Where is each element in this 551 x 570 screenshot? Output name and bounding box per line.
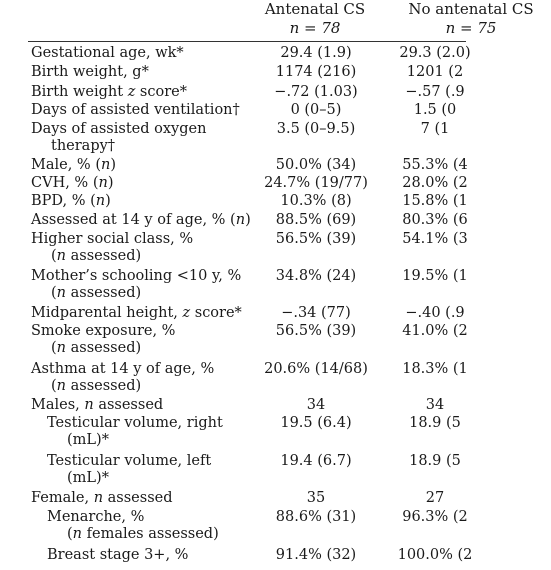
row-label: Breast stage 3+, % xyxy=(47,547,189,563)
cell-antenatal-cs: 20.6% (14/68) xyxy=(264,361,368,377)
row-label-continuation: (n assessed) xyxy=(51,285,142,301)
cell-no-antenatal-cs: 80.3% (6 xyxy=(402,212,468,228)
cell-antenatal-cs: 1174 (216) xyxy=(275,64,357,80)
cell-antenatal-cs: 56.5% (39) xyxy=(275,323,357,339)
cell-no-antenatal-cs: 41.0% (2 xyxy=(402,323,468,339)
row-label: Assessed at 14 y of age, % (n) xyxy=(31,212,251,228)
row-label-continuation: (n females assessed) xyxy=(67,526,219,542)
cell-antenatal-cs: 88.5% (69) xyxy=(275,212,357,228)
row-label: Males, n assessed xyxy=(31,397,164,413)
column-header-no-antenatal-cs xyxy=(391,0,551,38)
cell-no-antenatal-cs: −.40 (.9 xyxy=(405,305,465,321)
row-label-continuation: (mL)* xyxy=(67,432,109,448)
cell-no-antenatal-cs: 100.0% (2 xyxy=(397,547,473,563)
cell-no-antenatal-cs: 1201 (2 xyxy=(406,64,464,80)
cell-antenatal-cs: 19.4 (6.7) xyxy=(280,453,352,469)
cell-antenatal-cs: 10.3% (8) xyxy=(280,193,352,209)
row-label-continuation: (n assessed) xyxy=(51,340,142,356)
cell-no-antenatal-cs: 29.3 (2.0) xyxy=(399,45,471,61)
cell-no-antenatal-cs: 18.9 (5 xyxy=(409,415,461,431)
cell-antenatal-cs: 91.4% (32) xyxy=(275,547,357,563)
row-label: Midparental height, z score* xyxy=(31,305,242,321)
row-label: Days of assisted oxygen xyxy=(31,121,207,137)
row-label: CVH, % (n) xyxy=(31,175,114,191)
cell-no-antenatal-cs: 55.3% (4 xyxy=(402,157,468,173)
row-label: Birth weight, g* xyxy=(31,64,149,80)
cell-no-antenatal-cs: 34 xyxy=(425,397,445,413)
row-label: Days of assisted ventilation† xyxy=(31,102,240,118)
cell-no-antenatal-cs: 96.3% (2 xyxy=(402,509,468,525)
column-header-antenatal-cs xyxy=(255,0,375,38)
cell-antenatal-cs: −.72 (1.03) xyxy=(274,84,358,100)
column-title: No antenatal CS xyxy=(408,0,534,18)
row-label: Female, n assessed xyxy=(31,490,173,506)
row-label: Smoke exposure, % xyxy=(31,323,176,339)
cell-antenatal-cs: 56.5% (39) xyxy=(275,231,357,247)
cell-no-antenatal-cs: 28.0% (2 xyxy=(402,175,468,191)
row-label-continuation: therapy† xyxy=(51,138,116,154)
row-label-continuation: (n assessed) xyxy=(51,248,142,264)
cell-antenatal-cs: 24.7% (19/77) xyxy=(264,175,368,191)
row-label: BPD, % (n) xyxy=(31,193,111,209)
row-label: Testicular volume, left xyxy=(47,453,212,469)
row-label: Menarche, % xyxy=(47,509,145,525)
row-label: Mother’s schooling <10 y, % xyxy=(31,268,242,284)
cell-no-antenatal-cs: 19.5% (1 xyxy=(402,268,468,284)
row-label: Higher social class, % xyxy=(31,231,194,247)
cell-antenatal-cs: 19.5 (6.4) xyxy=(280,415,352,431)
row-label: Male, % (n) xyxy=(31,157,116,173)
cell-no-antenatal-cs: 18.3% (1 xyxy=(402,361,468,377)
cell-antenatal-cs: 35 xyxy=(306,490,326,506)
cell-no-antenatal-cs: 7 (1 xyxy=(420,121,450,137)
cell-antenatal-cs: 0 (0–5) xyxy=(290,102,342,118)
cell-antenatal-cs: 34 xyxy=(306,397,326,413)
column-title: Antenatal CS xyxy=(264,0,366,18)
cell-no-antenatal-cs: 15.8% (1 xyxy=(402,193,468,209)
cell-no-antenatal-cs: 18.9 (5 xyxy=(409,453,461,469)
cell-no-antenatal-cs: 1.5 (0 xyxy=(413,102,457,118)
column-n: n = 78 xyxy=(289,19,341,37)
cell-antenatal-cs: 34.8% (24) xyxy=(275,268,357,284)
cell-no-antenatal-cs: −.57 (.9 xyxy=(405,84,465,100)
cell-antenatal-cs: 88.6% (31) xyxy=(275,509,357,525)
row-label: Gestational age, wk* xyxy=(31,45,184,61)
row-label: Testicular volume, right xyxy=(47,415,223,431)
cell-antenatal-cs: 3.5 (0–9.5) xyxy=(276,121,356,137)
column-n: n = 75 xyxy=(445,19,497,37)
row-label: Asthma at 14 y of age, % xyxy=(31,361,215,377)
cell-antenatal-cs: 50.0% (34) xyxy=(275,157,357,173)
cell-no-antenatal-cs: 27 xyxy=(425,490,445,506)
cell-antenatal-cs: −.34 (77) xyxy=(281,305,351,321)
cell-no-antenatal-cs: 54.1% (3 xyxy=(402,231,468,247)
cell-antenatal-cs: 29.4 (1.9) xyxy=(280,45,352,61)
row-label-continuation: (mL)* xyxy=(67,470,109,486)
row-label: Birth weight z score* xyxy=(31,84,187,100)
header-divider xyxy=(28,41,466,42)
row-label-continuation: (n assessed) xyxy=(51,378,142,394)
